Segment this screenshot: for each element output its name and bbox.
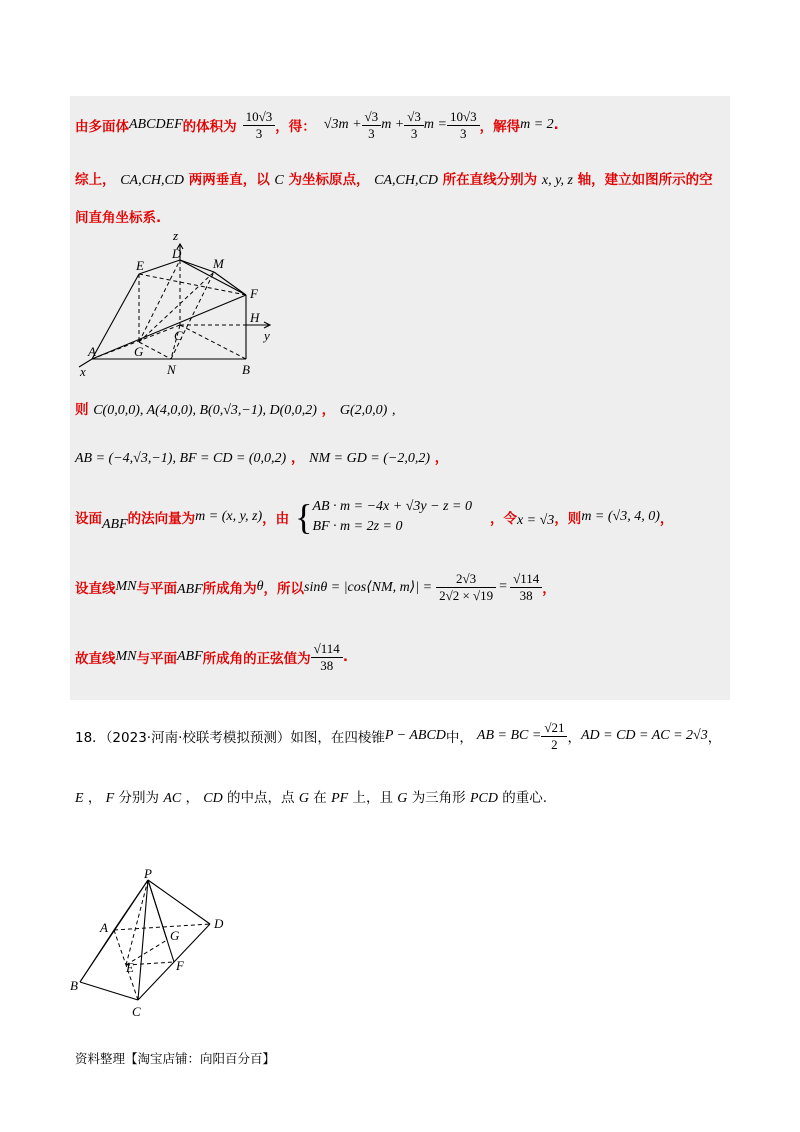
text: ，则 [554,511,582,527]
system-rows [312,497,472,537]
brace-icon: { [295,497,313,537]
label-A: A [100,920,108,935]
math: CA,CH,CD [120,173,184,188]
text: 中， [445,730,473,746]
denominator: 38 [320,657,334,673]
math: C [274,173,284,188]
system-row-2: BF · m = 2z = 0 [312,519,403,534]
text: 为坐标原点， [288,172,370,188]
math: AC [163,791,182,806]
equation-system [295,497,472,537]
text: 与平面 [136,651,177,667]
text: 在 [313,790,327,806]
math: MN [115,579,137,594]
text: 故直线 [75,651,116,667]
math: ABF [177,649,203,664]
numerator: √114 [311,641,343,658]
text: 设面 [75,511,102,527]
fraction-3 [447,109,480,142]
footer-source: 资料整理【淘宝店铺：向阳百分百】 [75,1051,276,1066]
text: 则 [75,402,89,418]
text: , [391,403,396,418]
equation-part: m = [423,117,447,132]
text: 所成角为 [202,581,257,597]
math: ABF [177,582,203,597]
label-H: H [250,310,260,325]
label-D: D [172,246,182,261]
solution-line-answer [75,634,348,680]
text: 分别为 [118,790,160,806]
label-P: P [144,868,152,881]
math: sinθ = |cos⟨NM, m⟩| = [304,579,433,595]
text: 的法向量为 [127,511,196,527]
label-z: z [173,228,179,243]
fraction-2 [404,109,424,142]
solution-line-angle [75,564,556,610]
text: 为三角形 [411,790,466,806]
numerator: 2√3 [436,571,496,588]
text: 所成角的正弦值为 [202,651,311,667]
denominator: 3 [460,125,467,141]
pyramid-diagram [66,868,236,1024]
label-G: G [134,344,144,359]
text: ， [567,730,581,746]
math: MN [115,649,137,664]
label-B: B [70,978,78,993]
text: ， [185,790,199,806]
text: 设直线 [75,581,116,597]
solution-line-coord: 间直角坐标系. [75,210,162,226]
label-G: G [170,928,180,943]
numerator: √3 [362,109,382,126]
math: m = (√3, 4, 0) [581,509,660,524]
solution-line-axes [75,168,713,189]
label-C: C [132,1004,141,1019]
text: ， [434,450,449,466]
text: ， [659,511,674,527]
label-B: B [242,362,250,377]
problem-18-line-2 [75,786,547,807]
denominator: 2 [551,736,558,752]
numerator: √3 [404,109,424,126]
answer-fraction [311,641,343,674]
label-y: y [264,328,270,343]
math: θ [256,579,264,594]
text: ，由 [262,511,290,527]
polyhedron-figure [74,222,284,380]
label-F: F [250,286,258,301]
text: 轴，建立如图所示的空 [577,172,713,188]
denominator: 38 [519,587,533,603]
math: m = (x, y, z) [195,509,263,524]
text: 两两垂直，以 [188,172,270,188]
math: G(2,0,0) [339,403,388,418]
equation-part: m + [381,117,405,132]
math: AD = CD = AC = 2√3 [580,728,708,743]
denominator: 3 [368,125,375,141]
fraction-sin-2 [510,571,542,604]
polyhedron-diagram [74,222,284,380]
solution-line-vectors [75,446,448,467]
math: G [397,791,408,806]
solution-line-volume [75,96,559,154]
label-x: x [80,364,86,379]
solution-line-points [75,398,395,419]
math: PF [331,791,349,806]
text: 的体积为 [182,119,237,135]
math: G [298,791,309,806]
text: ，得： [275,119,316,135]
math: NM = GD = (−2,0,2) [309,451,431,466]
fraction-sin-1 [436,571,496,604]
math: E [75,791,84,806]
volume-fraction [243,109,276,142]
numerator: 10√3 [243,109,276,126]
problem-fraction [541,720,567,753]
text: ， [707,730,722,746]
denominator: 2√2 × √19 [439,587,494,603]
result: m = 2 [520,117,554,132]
text: ， [321,402,336,418]
problem-18-line-1 [75,716,721,756]
denominator: 3 [410,125,418,141]
text: ，解得 [479,119,521,135]
label-E: E [126,960,134,975]
text: 所在直线分别为 [442,172,538,188]
label-F: F [176,958,184,973]
equals: = [499,579,508,594]
math: CD [203,791,223,806]
pyramid-figure [66,868,236,1024]
text: ， [87,790,102,806]
problem-number: 18．（2023·河南·校联考模拟预测）如图，在四棱锥 [75,730,385,746]
text: 与平面 [136,581,177,597]
label-C: C [174,328,183,343]
math: PCD [469,791,498,806]
text: ， [290,450,305,466]
fraction-1 [362,109,382,142]
text: 上，且 [352,790,393,806]
text: 的中点，点 [227,790,295,806]
label-D: D [214,916,224,931]
solution-line-normal [75,492,673,542]
label-M: M [213,256,224,271]
text: . [553,117,559,133]
numerator: 10√3 [447,109,480,126]
text: . [342,649,348,665]
numerator: √21 [541,720,567,737]
text: ，令 [489,511,517,527]
math: C(0,0,0), A(4,0,0), B(0,√3,−1), D(0,0,2) [93,403,317,418]
text: 由多面体 [75,119,129,135]
label-A: A [88,344,96,359]
system-row-1: AB · m = −4x + √3y − z = 0 [312,499,472,514]
text: ，所以 [263,581,305,597]
math: x, y, z [541,173,573,188]
label-E: E [136,258,144,273]
math: F [105,791,115,806]
math: x = √3 [516,513,555,528]
math: ABF [102,517,128,532]
label-N: N [167,362,176,377]
solid-name: ABCDEF [129,117,183,132]
denominator: 3 [255,125,263,141]
equation-part: √3m + [323,117,362,132]
math: AB = BC = [476,728,542,743]
math: AB = (−4,√3,−1), BF = CD = (0,0,2) [75,451,287,466]
math: P − ABCD [384,728,446,743]
text: ， [542,581,556,597]
numerator: √114 [510,571,542,588]
text: 的重心. [502,790,548,806]
text: 综上， [75,172,116,188]
math: CA,CH,CD [374,173,438,188]
